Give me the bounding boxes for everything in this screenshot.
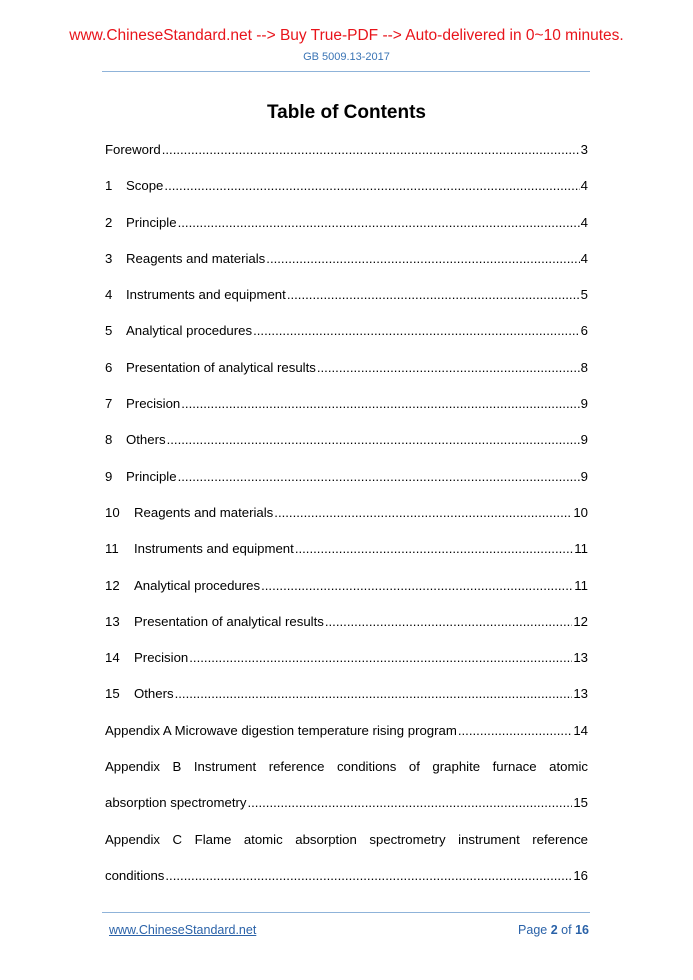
dot-leader — [178, 467, 580, 487]
toc-entry-label — [105, 721, 457, 741]
toc-entry-appendix-b-line1[interactable] — [105, 757, 588, 793]
header-divider — [102, 71, 590, 72]
dot-leader — [178, 213, 580, 233]
toc-entry-label — [105, 467, 177, 487]
dot-leader — [458, 721, 572, 741]
toc-entry-label — [105, 285, 286, 305]
toc-entry-number: 7 — [105, 396, 113, 412]
toc-entry-label — [105, 648, 188, 668]
toc-entry[interactable] — [105, 213, 588, 249]
dot-leader — [253, 321, 580, 341]
footer-divider — [102, 912, 590, 913]
toc-entry[interactable] — [105, 394, 588, 430]
dot-leader — [181, 394, 579, 414]
toc-entry-text: Reagents and materials — [126, 250, 266, 266]
toc-entry-label — [105, 539, 294, 559]
toc-entry-page: 10 — [573, 504, 588, 520]
header-banner[interactable]: www.ChineseStandard.net --> Buy True-PDF --> Auto-delivered in 0~10 minutes. — [69, 27, 624, 44]
toc-entry-label — [105, 430, 166, 450]
toc-entry-number: 5 — [105, 323, 113, 339]
toc-entry-page: 13 — [573, 686, 588, 702]
toc-entry-text: Others — [126, 432, 166, 448]
toc-entry[interactable] — [105, 430, 588, 466]
toc-entry-number: 14 — [105, 650, 120, 666]
toc-title: Table of Contents — [266, 102, 427, 123]
dot-leader — [189, 648, 572, 668]
toc-entry-text: Scope — [126, 178, 164, 194]
toc-entry-page: 4 — [580, 178, 588, 194]
toc-entry[interactable] — [105, 503, 588, 539]
toc-entry-number: 11 — [105, 541, 119, 557]
dot-leader — [247, 793, 572, 813]
toc-entry-page: 12 — [573, 613, 588, 629]
dot-leader — [266, 249, 579, 269]
toc-entry-text: Presentation of analytical results — [126, 359, 316, 375]
toc-entry-text: Analytical procedures — [126, 323, 253, 339]
toc-entry-text: Analytical procedures — [134, 577, 261, 593]
toc-entry-label: Appendix B Instrument reference conditions of graphite furnace atomic — [105, 759, 588, 775]
toc-entry[interactable] — [105, 612, 588, 648]
toc-entry-label: absorption spectrometry — [105, 795, 247, 811]
toc-entry-page: 9 — [580, 432, 588, 448]
toc-entry-number: 13 — [105, 613, 120, 629]
dot-leader — [325, 612, 572, 632]
dot-leader — [164, 176, 579, 196]
toc-entry-number: 6 — [105, 359, 113, 375]
toc-entry[interactable] — [105, 321, 588, 357]
toc-entry-number: 4 — [105, 287, 113, 303]
toc-entry-label — [105, 140, 161, 160]
toc-entry-page: 15 — [573, 795, 588, 811]
toc-entry-page: 16 — [573, 867, 588, 883]
table-of-contents — [105, 140, 588, 902]
toc-entry-text: Appendix A Microwave digestion temperature rising program — [105, 722, 457, 738]
toc-entry-text: Precision — [134, 650, 189, 666]
toc-entry-page: 11 — [574, 541, 588, 557]
toc-entry-text: Others — [134, 686, 174, 702]
page-indicator — [518, 923, 589, 937]
toc-entry-label — [105, 213, 177, 233]
toc-entry[interactable] — [105, 539, 588, 575]
toc-entry-page: 8 — [580, 359, 588, 375]
toc-entry-label — [105, 394, 180, 414]
toc-entry-label — [105, 321, 252, 341]
standard-code: GB 5009.13-2017 — [303, 51, 390, 63]
toc-entry-label — [105, 503, 273, 523]
toc-entry[interactable] — [105, 648, 588, 684]
dot-leader — [317, 358, 580, 378]
toc-entry-number: 15 — [105, 686, 120, 702]
toc-entry-label: conditions — [105, 867, 165, 883]
toc-entry-number: 1 — [105, 178, 113, 194]
page-prefix: Page — [518, 923, 548, 937]
toc-entry-number: 10 — [105, 504, 120, 520]
toc-entry-label: Appendix C Flame atomic absorption spectrometry instrument reference — [105, 831, 588, 847]
toc-entry[interactable] — [105, 176, 588, 212]
toc-entry-appendix-c[interactable] — [105, 866, 588, 902]
dot-leader — [162, 140, 580, 160]
toc-entry[interactable] — [105, 721, 588, 757]
toc-entry-page: 11 — [574, 577, 588, 593]
dot-leader — [295, 539, 573, 559]
toc-entry-page: 4 — [580, 250, 588, 266]
toc-entry-number: 8 — [105, 432, 113, 448]
toc-entry-text: Reagents and materials — [134, 504, 274, 520]
toc-entry-text: Presentation of analytical results — [134, 613, 324, 629]
toc-entry-number: 2 — [105, 214, 113, 230]
toc-entry-page: 5 — [580, 287, 588, 303]
toc-entry-label — [105, 358, 316, 378]
toc-entry-number: 12 — [105, 577, 120, 593]
dot-leader — [165, 866, 572, 886]
toc-entry[interactable] — [105, 285, 588, 321]
dot-leader — [287, 285, 580, 305]
toc-entry-label — [105, 612, 324, 632]
dot-leader — [261, 576, 573, 596]
toc-entry-number: 9 — [105, 468, 113, 484]
page-current: 2 — [550, 923, 558, 937]
dot-leader — [274, 503, 572, 523]
toc-entry-page: 13 — [573, 650, 588, 666]
toc-entry[interactable] — [105, 358, 588, 394]
toc-entry[interactable] — [105, 249, 588, 285]
toc-entry[interactable] — [105, 467, 588, 503]
toc-entry-page: 14 — [573, 722, 588, 738]
toc-entry-label — [105, 249, 265, 269]
toc-entry-text: Principle — [126, 214, 177, 230]
toc-entry-appendix-b[interactable] — [105, 793, 588, 829]
toc-entry-text: Foreword — [105, 142, 161, 157]
toc-entry[interactable] — [105, 576, 588, 612]
toc-entry-page: 3 — [580, 142, 588, 157]
page-total: 16 — [575, 923, 589, 937]
toc-entry[interactable] — [105, 140, 588, 176]
toc-entry-page: 9 — [580, 396, 588, 412]
toc-entry-label — [105, 684, 174, 704]
toc-entry[interactable] — [105, 684, 588, 720]
footer-website-link[interactable]: www.ChineseStandard.net — [109, 923, 257, 937]
toc-entry-page: 6 — [580, 323, 588, 339]
toc-entry-number: 3 — [105, 250, 113, 266]
toc-entry-text: Instruments and equipment — [134, 541, 294, 557]
toc-entry-appendix-c-line1[interactable] — [105, 830, 588, 866]
toc-entry-page: 4 — [580, 214, 588, 230]
toc-entry-text: Instruments and equipment — [126, 287, 286, 303]
toc-entry-text: Precision — [126, 396, 181, 412]
dot-leader — [175, 684, 573, 704]
page-of: of — [561, 923, 572, 937]
dot-leader — [167, 430, 580, 450]
toc-entry-label — [105, 176, 163, 196]
toc-entry-page: 9 — [580, 468, 588, 484]
toc-entry-label — [105, 576, 260, 596]
toc-entry-text: Principle — [126, 468, 177, 484]
